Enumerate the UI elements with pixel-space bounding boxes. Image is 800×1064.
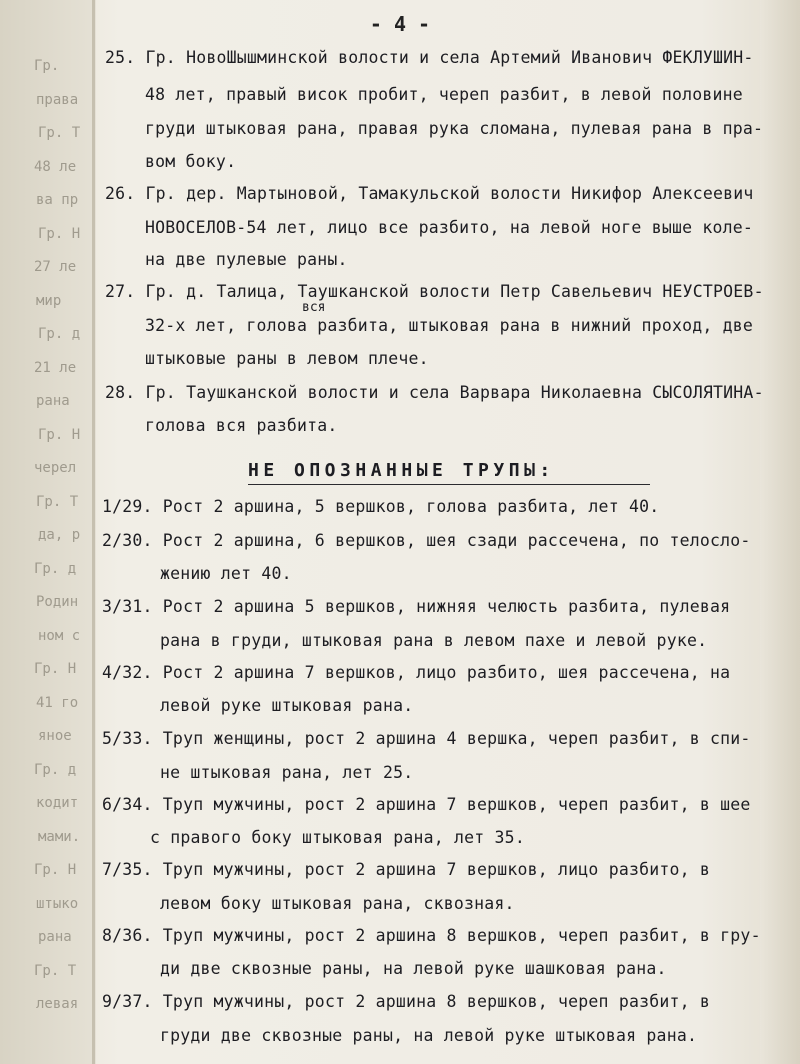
left-margin-bleed-text: Гр. <box>34 58 60 74</box>
unidentified-6-line-1: 6/34. Труп мужчины, рост 2 аршина 7 вершков, череп разбит, в шее <box>102 795 751 814</box>
left-margin-bleed-text: ва пр <box>36 192 79 208</box>
entry-25-line-4: вом боку. <box>145 152 237 171</box>
left-margin-bleed-text: 48 ле <box>34 158 77 175</box>
unidentified-3-line-2: рана в груди, штыковая рана в левом пахе и левой руке. <box>160 631 708 650</box>
unidentified-8-line-1: 8/36. Труп мужчины, рост 2 аршина 8 вершков, череп разбит, в гру- <box>102 926 761 945</box>
entry-27-line-1: 27. Гр. д. Талица, Таушканской волости Петр Савельевич НЕУСТРОЕВ- <box>105 282 764 301</box>
entry-28-line-2: голова вся разбита. <box>145 416 338 435</box>
unidentified-8-line-2: ди две сквозные раны, на левой руке шашковая рана. <box>160 959 667 978</box>
entry-26-line-2: НОВОСЕЛОВ-54 лет, лицо все разбито, на левой ноге выше коле- <box>145 218 754 237</box>
left-margin-bleed-text: 27 ле <box>34 259 77 275</box>
unidentified-9-line-2: груди две сквозные раны, на левой руке штыковая рана. <box>160 1026 698 1045</box>
left-margin-bleed-text: Гр. Т <box>38 125 81 141</box>
left-margin-bleed-text: Гр. Т <box>34 962 77 979</box>
unidentified-7-line-2: левом боку штыковая рана, сквозная. <box>160 894 515 913</box>
page-number: - 4 - <box>369 12 431 36</box>
entry-28-line-1: 28. Гр. Таушканской волости и села Варвара Николаевна СЫСОЛЯТИНА- <box>105 383 764 402</box>
left-margin-bleed-text: рана <box>36 393 70 409</box>
entry-26-line-3: на две пулевые раны. <box>145 250 348 269</box>
left-margin-bleed-text: 41 го <box>36 694 79 711</box>
left-margin-bleed-text: да, р <box>38 527 81 543</box>
unidentified-9-line-1: 9/37. Труп мужчины, рост 2 аршина 8 вершков, череп разбит, в <box>102 992 711 1011</box>
page-right-edge <box>760 0 800 1064</box>
left-margin-bleed-text: штыко <box>36 895 79 912</box>
left-margin-bleed-text: Гр. Н <box>34 661 77 677</box>
left-margin-bleed-text: кодит <box>36 795 79 811</box>
left-margin-bleed-text: Гр. д <box>34 761 77 778</box>
unidentified-1-line-1: 1/29. Рост 2 аршина, 5 вершков, голова разбита, лет 40. <box>102 497 660 516</box>
entry-26-line-1: 26. Гр. дер. Мартыновой, Тамакульской волости Никифор Алексеевич <box>105 184 754 203</box>
left-margin-bleed-text: рана <box>38 929 72 945</box>
left-margin-bleed-text: Родин <box>36 594 79 610</box>
left-margin-bleed-text: Гр. д <box>34 560 77 577</box>
unidentified-5-line-2: не штыковая рана, лет 25. <box>160 763 414 782</box>
unidentified-2-line-2: жению лет 40. <box>160 564 292 583</box>
entry-25-line-1: 25. Гр. НовоШышминской волости и села Артемий Иванович ФЕКЛУШИН- <box>105 48 754 67</box>
unidentified-4-line-2: левой руке штыковая рана. <box>160 696 414 715</box>
handwritten-insert-word: вся <box>302 300 326 315</box>
unidentified-7-line-1: 7/35. Труп мужчины, рост 2 аршина 7 вершков, лицо разбито, в <box>102 860 711 879</box>
unidentified-5-line-1: 5/33. Труп женщины, рост 2 аршина 4 вершка, череп разбит, в спи- <box>102 729 751 748</box>
entry-25-line-2: 48 лет, правый висок пробит, череп разбит, в левой половине <box>145 85 743 104</box>
left-margin-bleed-text: ном с <box>38 627 81 644</box>
previous-page-edge <box>0 0 96 1064</box>
unidentified-3-line-1: 3/31. Рост 2 аршина 5 вершков, нижняя челюсть разбита, пулевая <box>102 597 731 616</box>
left-margin-bleed-text: Гр. Н <box>38 426 81 443</box>
unidentified-2-line-1: 2/30. Рост 2 аршина, 6 вершков, шея сзади рассечена, по телосло- <box>102 531 751 550</box>
unidentified-6-line-2: с правого боку штыковая рана, лет 35. <box>150 828 525 847</box>
left-margin-bleed-text: Гр. Т <box>36 493 79 510</box>
left-margin-bleed-text: Гр. Н <box>38 225 81 242</box>
heading-underline <box>248 484 650 485</box>
left-margin-bleed-text: Гр. Н <box>34 862 77 878</box>
section-heading: НЕ ОПОЗНАННЫЕ ТРУПЫ: <box>248 460 555 481</box>
left-margin-bleed-text: Гр. д <box>38 326 81 342</box>
entry-25-line-3: груди штыковая рана, правая рука сломана, пулевая рана в пра- <box>145 119 764 138</box>
entry-27-line-3: штыковые раны в левом плече. <box>145 349 429 368</box>
left-margin-bleed-text: левая <box>36 996 79 1012</box>
left-margin-bleed-text: яное <box>38 728 72 744</box>
left-margin-bleed-text: мами. <box>38 828 81 845</box>
entry-27-line-2: 32-х лет, голова разбита, штыковая рана в нижний проход, две <box>145 316 754 335</box>
left-margin-bleed-text: 21 ле <box>34 359 77 376</box>
left-margin-bleed-text: мир <box>36 292 62 309</box>
unidentified-4-line-1: 4/32. Рост 2 аршина 7 вершков, лицо разбито, шея рассечена, на <box>102 663 731 682</box>
left-margin-bleed-text: права <box>36 91 79 108</box>
left-margin-bleed-text: черел <box>34 460 77 476</box>
page-fold-line <box>92 0 95 1064</box>
